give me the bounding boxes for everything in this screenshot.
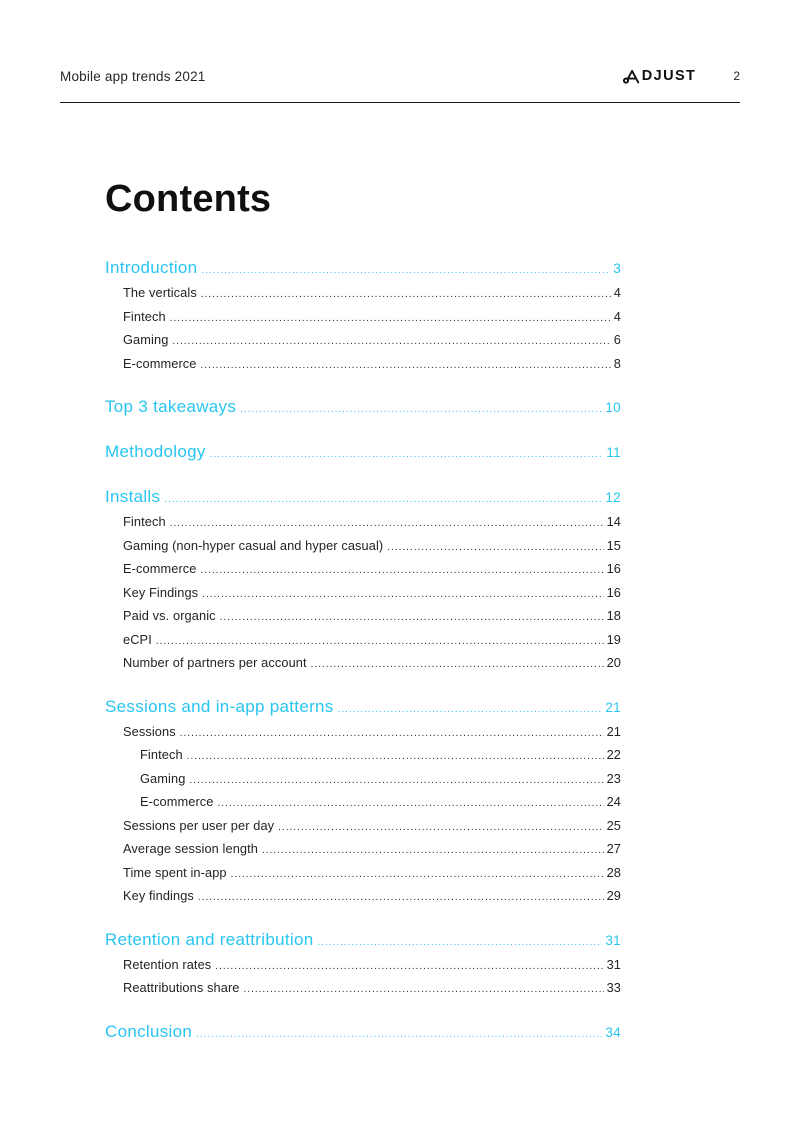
toc-entry-label: Gaming (non-hyper casual and hyper casual) bbox=[123, 537, 384, 553]
toc-section bbox=[105, 928, 621, 1001]
toc-leader-dots bbox=[170, 306, 611, 330]
toc-leader-dots bbox=[317, 928, 602, 954]
toc-entry-page: 11 bbox=[606, 445, 621, 460]
toc-entry-page: 29 bbox=[606, 888, 621, 903]
toc-entry-page: 15 bbox=[606, 537, 621, 553]
toc-entry-page: 3 bbox=[613, 261, 621, 276]
page-number: 2 bbox=[733, 69, 740, 83]
toc-section-entry[interactable] bbox=[105, 695, 621, 721]
toc-sub-entry[interactable] bbox=[105, 744, 621, 768]
toc-entry-label: Gaming bbox=[140, 770, 186, 786]
toc-entry-page: 27 bbox=[606, 841, 621, 856]
toc-section bbox=[105, 256, 621, 376]
toc-entry-page: 21 bbox=[606, 723, 621, 739]
page-header bbox=[60, 68, 740, 84]
toc-leader-dots bbox=[244, 977, 604, 1001]
toc-sub-entry[interactable] bbox=[105, 791, 621, 815]
toc-leader-dots bbox=[210, 440, 604, 466]
toc-entry-page: 24 bbox=[606, 794, 621, 809]
toc-entry-label: Sessions per user per day bbox=[123, 817, 275, 833]
toc-leader-dots bbox=[218, 791, 604, 815]
toc-sub-entry[interactable] bbox=[105, 768, 621, 792]
toc-entry-label: Sessions and in-app patterns bbox=[105, 696, 334, 716]
toc-sub-entry[interactable] bbox=[105, 535, 621, 559]
toc-leader-dots bbox=[262, 838, 604, 862]
toc-entry-page: 6 bbox=[613, 332, 621, 347]
toc-entry-page: 31 bbox=[606, 956, 621, 972]
toc-leader-dots bbox=[201, 256, 610, 282]
toc-section bbox=[105, 395, 621, 421]
toc-leader-dots bbox=[201, 282, 611, 306]
toc-sub-entry[interactable] bbox=[105, 605, 621, 629]
toc-entry-label: E-commerce bbox=[123, 355, 197, 371]
toc-entry-page: 10 bbox=[605, 400, 621, 415]
toc-sub-entry[interactable] bbox=[105, 582, 621, 606]
toc-entry-page: 8 bbox=[613, 355, 621, 371]
toc-entry-page: 21 bbox=[605, 699, 621, 715]
toc-entry-page: 16 bbox=[606, 561, 621, 576]
toc-leader-dots bbox=[338, 695, 603, 721]
toc-leader-dots bbox=[311, 652, 604, 676]
toc-entry-page: 23 bbox=[606, 770, 621, 786]
toc-leader-dots bbox=[278, 815, 603, 839]
toc-entry-label: Top 3 takeaways bbox=[105, 397, 237, 416]
toc-sub-entry[interactable] bbox=[105, 815, 621, 839]
toc-entry-label: Gaming bbox=[123, 332, 169, 347]
toc-entry-label: Key findings bbox=[123, 888, 194, 903]
toc-section-entry[interactable] bbox=[105, 485, 621, 511]
toc-leader-dots bbox=[180, 721, 604, 745]
toc-leader-dots bbox=[201, 353, 611, 377]
toc-entry-page: 33 bbox=[606, 980, 621, 995]
toc-entry-label: Reattributions share bbox=[123, 980, 240, 995]
adjust-logo-wordmark: DJUST bbox=[641, 68, 697, 84]
toc-entry-page: 4 bbox=[613, 308, 621, 324]
toc-section-entry[interactable] bbox=[105, 440, 621, 466]
toc-leader-dots bbox=[172, 329, 610, 353]
toc-sub-entry[interactable] bbox=[105, 511, 621, 535]
toc-sub-entry[interactable] bbox=[105, 652, 621, 676]
toc-leader-dots bbox=[220, 605, 604, 629]
toc-entry-label: Number of partners per account bbox=[123, 655, 307, 670]
toc-sub-entry[interactable] bbox=[105, 306, 621, 330]
toc-leader-dots bbox=[202, 582, 603, 606]
toc-leader-dots bbox=[189, 768, 603, 792]
toc-entry-page: 18 bbox=[606, 608, 621, 623]
toc-entry-label: Conclusion bbox=[105, 1021, 193, 1041]
toc-entry-page: 25 bbox=[606, 817, 621, 833]
toc-entry-page: 19 bbox=[606, 631, 621, 647]
toc-entry-page: 16 bbox=[606, 584, 621, 600]
toc-entry-label: Average session length bbox=[123, 841, 258, 856]
toc-leader-dots bbox=[187, 744, 604, 768]
toc-leader-dots bbox=[170, 511, 604, 535]
toc-entry-label: Fintech bbox=[123, 514, 166, 529]
toc-leader-dots bbox=[164, 485, 602, 511]
page-title: Contents bbox=[105, 178, 272, 220]
toc-entry-label: Methodology bbox=[105, 442, 206, 461]
toc-sub-entry[interactable] bbox=[105, 558, 621, 582]
toc-entry-page: 31 bbox=[605, 932, 621, 948]
toc-leader-dots bbox=[387, 535, 603, 559]
toc-entry-label: Fintech bbox=[123, 308, 166, 324]
toc-entry-label: Time spent in-app bbox=[123, 864, 227, 880]
toc-entry-label: Retention rates bbox=[123, 956, 212, 972]
toc-entry-page: 34 bbox=[605, 1024, 621, 1040]
toc-section bbox=[105, 695, 621, 909]
toc-sub-entry[interactable] bbox=[105, 838, 621, 862]
toc-entry-label: Paid vs. organic bbox=[123, 608, 216, 623]
toc-section-entry[interactable] bbox=[105, 928, 621, 954]
toc-section-entry[interactable] bbox=[105, 1020, 621, 1046]
toc-section-entry[interactable] bbox=[105, 395, 621, 421]
toc-sub-entry[interactable] bbox=[105, 629, 621, 653]
toc-entry-label: Installs bbox=[105, 487, 161, 506]
toc-leader-dots bbox=[231, 862, 604, 886]
header-divider bbox=[60, 102, 740, 103]
toc-entry-label: E-commerce bbox=[140, 794, 214, 809]
toc-entry-label: The verticals bbox=[123, 285, 197, 300]
toc-sub-entry[interactable] bbox=[105, 282, 621, 306]
toc-section bbox=[105, 485, 621, 676]
toc-sub-entry[interactable] bbox=[105, 977, 621, 1001]
toc-sub-entry[interactable] bbox=[105, 721, 621, 745]
running-header-title: Mobile app trends 2021 bbox=[60, 68, 206, 84]
toc-sub-entry[interactable] bbox=[105, 885, 621, 909]
adjust-logo-a-icon bbox=[623, 69, 640, 84]
adjust-logo bbox=[623, 68, 697, 84]
toc-leader-dots bbox=[198, 885, 604, 909]
toc-entry-page: 14 bbox=[606, 514, 621, 529]
toc-sub-entry[interactable] bbox=[105, 862, 621, 886]
toc-entry-label: Introduction bbox=[105, 258, 198, 277]
toc-entry-page: 12 bbox=[605, 490, 621, 505]
toc-section bbox=[105, 440, 621, 466]
toc-section-entry[interactable] bbox=[105, 256, 621, 282]
toc-entry-label: Retention and reattribution bbox=[105, 929, 314, 949]
toc-entry-label: eCPI bbox=[123, 631, 152, 647]
toc-entry-page: 4 bbox=[613, 285, 621, 300]
toc-entry-label: Fintech bbox=[140, 747, 183, 762]
toc-leader-dots bbox=[156, 629, 604, 653]
toc-leader-dots bbox=[215, 954, 603, 978]
toc-section bbox=[105, 1020, 621, 1046]
toc-entry-page: 28 bbox=[606, 864, 621, 880]
toc-sub-entry[interactable] bbox=[105, 353, 621, 377]
toc-leader-dots bbox=[201, 558, 604, 582]
toc-sub-entry[interactable] bbox=[105, 954, 621, 978]
toc-sub-entry[interactable] bbox=[105, 329, 621, 353]
toc bbox=[105, 256, 621, 1046]
header-right bbox=[623, 68, 740, 84]
toc-entry-label: Key Findings bbox=[123, 584, 199, 600]
toc-entry-label: E-commerce bbox=[123, 561, 197, 576]
toc-leader-dots bbox=[196, 1020, 602, 1046]
toc-entry-label: Sessions bbox=[123, 723, 176, 739]
toc-entry-page: 22 bbox=[606, 747, 621, 762]
toc-entry-page: 20 bbox=[606, 655, 621, 670]
toc-leader-dots bbox=[240, 395, 602, 421]
